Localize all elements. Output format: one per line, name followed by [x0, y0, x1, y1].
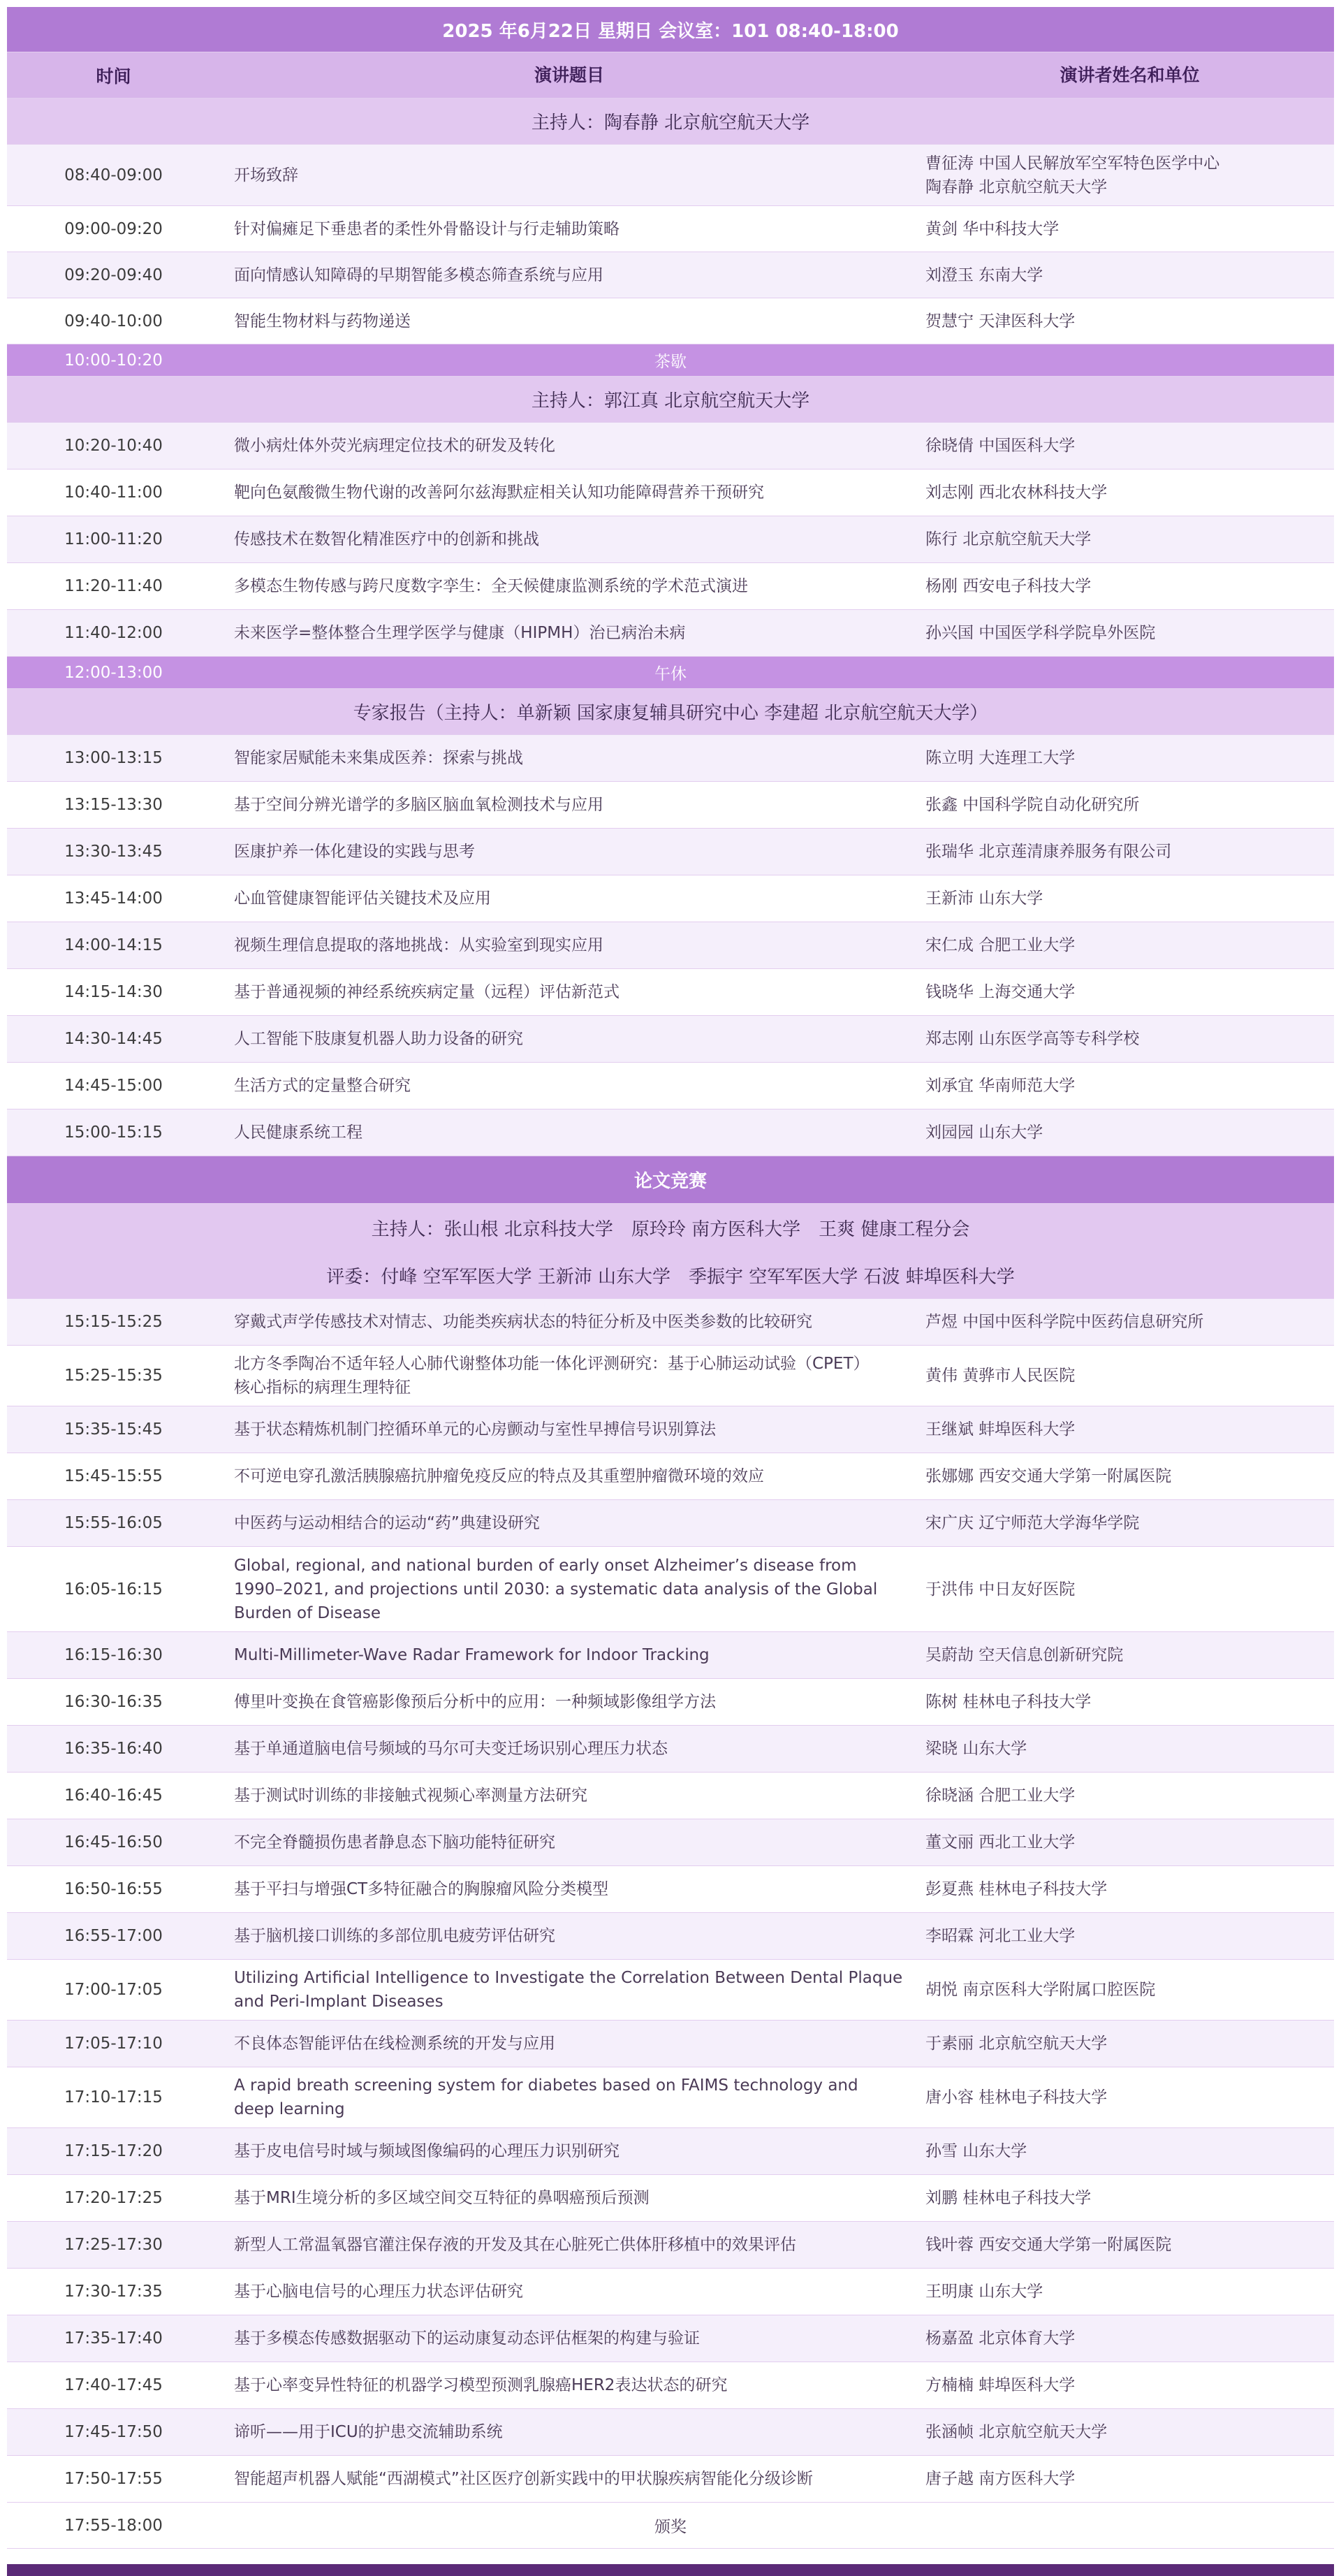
talk-title: [220, 1027, 918, 1051]
talk-speaker: [918, 2280, 1334, 2304]
talk-speaker-line: 钱晓华 上海交通大学: [925, 983, 1076, 1001]
column-header-row: [7, 52, 1334, 99]
talk-speaker-line: 杨刚 西安电子科技大学: [925, 577, 1092, 595]
talk-title-line: 不完全脊髓损伤患者静息态下脑功能特征研究: [234, 1833, 555, 1851]
talk-title-line: 基于心脑电信号的心理压力状态评估研究: [234, 2283, 523, 2301]
talk-speaker: [918, 2327, 1334, 2350]
talk-time: 09:00-09:20: [64, 219, 163, 238]
talk-speaker-line: 孙雪 山东大学: [925, 2142, 1027, 2160]
competition-talks: [7, 1299, 1334, 2503]
talk-time: 14:30-14:45: [64, 1030, 163, 1048]
talk-row: [7, 1819, 1334, 1866]
talk-speaker: [918, 2086, 1334, 2109]
lunch-break-row: [7, 657, 1334, 689]
talk-speaker: [918, 1924, 1334, 1948]
talk-speaker: [918, 1978, 1334, 2002]
talk-title-line: 智能超声机器人赋能“西湖模式”社区医疗创新实践中的甲状腺疾病智能化分级诊断: [234, 2470, 813, 2488]
talk-row: [7, 1346, 1334, 1406]
talk-time: 17:35-17:40: [64, 2329, 163, 2348]
talk-time: 14:45-15:00: [64, 1077, 163, 1095]
talk-row: [7, 298, 1334, 344]
award-label: 颁奖: [654, 2518, 687, 2536]
talk-title-line: A rapid breath screening system for diabetes based on FAIMS technology and: [234, 2076, 858, 2095]
talk-speaker: [918, 933, 1334, 957]
talk-time: 16:50-16:55: [64, 1880, 163, 1898]
talk-time: 15:45-15:55: [64, 1467, 163, 1485]
talk-title: [220, 163, 918, 187]
talk-speaker-line: 杨嘉盈 北京体育大学: [925, 2329, 1076, 2348]
talk-time: 10:40-11:00: [64, 483, 163, 502]
talk-speaker-line: 贺慧宁 天津医科大学: [925, 312, 1076, 330]
column-header-speaker: 演讲者姓名和单位: [1060, 64, 1200, 85]
talk-speaker-line: 唐子越 南方医科大学: [925, 2470, 1076, 2488]
award-row: [7, 2503, 1334, 2549]
competition-host: 主持人：张山根 北京科技大学 原玲玲 南方医科大学 王爽 健康工程分会: [7, 1204, 1334, 1251]
talk-title: [220, 527, 918, 551]
talk-speaker: [918, 217, 1334, 241]
talk-time: 17:50-17:55: [64, 2470, 163, 2488]
talk-title: [220, 1352, 918, 1399]
talk-row: [7, 1960, 1334, 2021]
talk-time: 11:00-11:20: [64, 530, 163, 548]
talk-title-line: 基于普通视频的神经系统疾病定量（远程）评估新范式: [234, 983, 620, 1001]
talk-title: [220, 933, 918, 957]
talk-time: 13:00-13:15: [64, 749, 163, 767]
talk-time: 09:20-09:40: [64, 265, 163, 284]
talk-speaker: [918, 980, 1334, 1004]
talk-speaker: [918, 2233, 1334, 2257]
talk-row: [7, 1547, 1334, 1632]
session-host: 主持人：陶春静 北京航空航天大学: [7, 99, 1334, 145]
talk-title-line: 面向情感认知障碍的早期智能多模态筛查系统与应用: [234, 265, 603, 284]
talk-speaker-line: 刘园园 山东大学: [925, 1123, 1043, 1142]
talk-title-line: Utilizing Artificial Intelligence to Investigate the Correlation Between Dental Plaque: [234, 1969, 903, 1987]
talk-speaker: [918, 1418, 1334, 1441]
break-label: 茶歇: [654, 353, 687, 371]
talk-row: [7, 2409, 1334, 2456]
talk-speaker-line: 钱叶蓉 西安交通大学第一附属医院: [925, 2236, 1172, 2254]
talk-speaker: [918, 840, 1334, 864]
talk-row: [7, 922, 1334, 969]
talk-time: 14:15-14:30: [64, 983, 163, 1001]
talk-row: [7, 1500, 1334, 1547]
break-label: 午休: [654, 665, 687, 683]
talk-title: [220, 2280, 918, 2304]
talk-speaker-line: 王明康 山东大学: [925, 2283, 1043, 2301]
talk-title: [220, 2467, 918, 2491]
talk-title: [220, 310, 918, 333]
talk-title: [220, 2420, 918, 2444]
talk-speaker-line: 陈立明 大连理工大学: [925, 749, 1076, 767]
talk-row: [7, 2456, 1334, 2503]
talk-row: [7, 610, 1334, 657]
talk-speaker-line: 徐晓涵 合肥工业大学: [925, 1787, 1076, 1805]
talk-title: [220, 1737, 918, 1761]
talk-speaker: [918, 2032, 1334, 2055]
talk-row: [7, 1109, 1334, 1156]
talk-title-line: 靶向色氨酸微生物代谢的改善阿尔兹海默症相关认知功能障碍营养干预研究: [234, 483, 764, 502]
talk-time: 11:40-12:00: [64, 624, 163, 642]
talk-speaker: [918, 1364, 1334, 1388]
talk-speaker-line: 孙兴国 中国医学科学院阜外医院: [925, 624, 1156, 642]
talk-title-line: 北方冬季陶冶不适年轻人心肺代谢整体功能一体化评测研究：基于心肺运动试验（CPET）: [234, 1355, 870, 1373]
break-time: 10:00-10:20: [64, 351, 163, 370]
talk-title: [220, 263, 918, 287]
talk-speaker: [918, 527, 1334, 551]
talk-title-line: 未来医学=整体整合生理学医学与健康（HIPMH）治已病治未病: [234, 624, 686, 642]
talk-time: 14:00-14:15: [64, 936, 163, 954]
talk-row: [7, 1063, 1334, 1109]
talk-time: 17:20-17:25: [64, 2189, 163, 2207]
talk-time: 16:55-17:00: [64, 1927, 163, 1945]
talk-row: [7, 1726, 1334, 1773]
talk-title: [220, 980, 918, 1004]
talk-speaker-line: 黄剑 华中科技大学: [925, 219, 1060, 238]
talk-title: [220, 1511, 918, 1535]
talk-title-line: 傅里叶变换在食管癌影像预后分析中的应用：一种频域影像组学方法: [234, 1693, 716, 1711]
talk-speaker: [918, 1074, 1334, 1098]
talk-speaker-line: 陈行 北京航空航天大学: [925, 530, 1092, 548]
talk-row: [7, 1406, 1334, 1453]
talk-speaker: [918, 1737, 1334, 1761]
talk-speaker: [918, 1784, 1334, 1807]
talk-title: [220, 1464, 918, 1488]
talk-row: [7, 735, 1334, 782]
talk-speaker: [918, 1121, 1334, 1144]
talk-speaker: [918, 434, 1334, 458]
talk-row: [7, 1299, 1334, 1346]
talk-row: [7, 1913, 1334, 1960]
talk-title-line: 智能生物材料与药物递送: [234, 312, 411, 330]
talk-row: [7, 470, 1334, 516]
talk-row: [7, 875, 1334, 922]
talk-title: [220, 1074, 918, 1098]
talk-row: [7, 2222, 1334, 2269]
talk-title-line: 基于脑机接口训练的多部位肌电疲劳评估研究: [234, 1927, 555, 1945]
talk-title: [220, 217, 918, 241]
talk-row: [7, 782, 1334, 829]
talk-title-line: 谛听——用于ICU的护患交流辅助系统: [234, 2423, 503, 2441]
talk-speaker: [918, 887, 1334, 910]
talk-title-line: 医康护养一体化建设的实践与思考: [234, 843, 475, 861]
talk-row: [7, 423, 1334, 470]
talk-speaker-line: 董文丽 西北工业大学: [925, 1833, 1076, 1851]
talk-title: [220, 1924, 918, 1948]
talk-time: 13:45-14:00: [64, 889, 163, 908]
talk-row: [7, 1453, 1334, 1500]
competition-judges: 评委：付峰 空军军医大学 王新沛 山东大学 季振宇 空军军医大学 石波 蚌埠医科大学: [7, 1251, 1334, 1299]
talk-title: [220, 887, 918, 910]
talk-row: [7, 2362, 1334, 2409]
award-time: 17:55-18:00: [64, 2516, 163, 2535]
talk-time: 16:30-16:35: [64, 1693, 163, 1711]
talk-time: 17:45-17:50: [64, 2423, 163, 2441]
talk-title-line: 基于空间分辨光谱学的多脑区脑血氧检测技术与应用: [234, 796, 603, 814]
talk-speaker: [918, 2139, 1334, 2163]
talk-title-line: 基于平扫与增强CT多特征融合的胸腺瘤风险分类模型: [234, 1880, 609, 1898]
talk-row: [7, 1679, 1334, 1726]
talk-time: 11:20-11:40: [64, 577, 163, 595]
talk-speaker-line: 曹征涛 中国人民解放军空军特色医学中心: [925, 154, 1220, 173]
talk-row: [7, 1632, 1334, 1679]
talk-speaker: [918, 621, 1334, 645]
talk-time: 15:25-15:35: [64, 1367, 163, 1385]
talk-title: [220, 1310, 918, 1334]
talk-speaker: [918, 263, 1334, 287]
session-host: 专家报告（主持人：单新颖 国家康复辅具研究中心 李建超 北京航空航天大学）: [7, 689, 1334, 735]
column-header-time: 时间: [96, 66, 131, 87]
talk-time: 08:40-09:00: [64, 166, 163, 184]
talk-title: [220, 1784, 918, 1807]
talk-speaker-line: 张瑞华 北京莲清康养服务有限公司: [925, 843, 1172, 861]
talk-title-line: 基于测试时训练的非接触式视频心率测量方法研究: [234, 1787, 587, 1805]
talk-time: 17:25-17:30: [64, 2236, 163, 2254]
talk-row: [7, 206, 1334, 252]
talk-speaker: [918, 1310, 1334, 1334]
talk-title-line: 1990–2021, and projections until 2030: a systematic data analysis of the Global: [234, 1580, 878, 1599]
talk-speaker-line: 李昭霖 河北工业大学: [925, 1927, 1076, 1945]
talk-speaker: [918, 574, 1334, 598]
talk-title: [220, 1121, 918, 1144]
talk-title-line: 人工智能下肢康复机器人助力设备的研究: [234, 1030, 523, 1048]
talk-title: [220, 2327, 918, 2350]
talk-speaker-line: 张涵帧 北京航空航天大学: [925, 2423, 1108, 2441]
talk-speaker: [918, 481, 1334, 504]
talk-title-line: 基于多模态传感数据驱动下的运动康复动态评估框架的构建与验证: [234, 2329, 700, 2348]
schedule-table: [7, 7, 1334, 2549]
talk-row: [7, 1016, 1334, 1063]
talk-title: [220, 2032, 918, 2055]
talk-time: 17:00-17:05: [64, 1981, 163, 1999]
talk-speaker-line: 王继斌 蚌埠医科大学: [925, 1420, 1076, 1439]
talk-speaker: [918, 1511, 1334, 1535]
talk-title-line: deep learning: [234, 2100, 345, 2118]
talk-speaker: [918, 1831, 1334, 1854]
talk-row: [7, 1773, 1334, 1819]
talk-speaker-line: 刘澄玉 东南大学: [925, 265, 1043, 284]
session-3-talks: [7, 735, 1334, 1156]
talk-title-line: 智能家居赋能未来集成医养：探索与挑战: [234, 749, 523, 767]
talk-speaker-line: 于洪伟 中日友好医院: [925, 1580, 1076, 1599]
talk-time: 15:15-15:25: [64, 1313, 163, 1331]
talk-speaker: [918, 2467, 1334, 2491]
talk-title-line: 新型人工常温氧器官灌注保存液的开发及其在心脏死亡供体肝移植中的效果评估: [234, 2236, 796, 2254]
talk-row: [7, 252, 1334, 298]
talk-speaker-line: 梁晓 山东大学: [925, 1740, 1027, 1758]
talk-speaker: [918, 1690, 1334, 1714]
talk-title-line: 开场致辞: [234, 166, 298, 184]
talk-row: [7, 969, 1334, 1016]
session-host: 主持人：郭江真 北京航空航天大学: [7, 377, 1334, 423]
talk-speaker-line: 彭夏燕 桂林电子科技大学: [925, 1880, 1108, 1898]
talk-speaker: [918, 793, 1334, 817]
talk-title-line: 多模态生物传感与跨尺度数字孪生：全天候健康监测系统的学术范式演进: [234, 577, 748, 595]
talk-title: [220, 2139, 918, 2163]
talk-time: 17:40-17:45: [64, 2376, 163, 2394]
talk-time: 16:40-16:45: [64, 1787, 163, 1805]
talk-title-line: 针对偏瘫足下垂患者的柔性外骨骼设计与行走辅助策略: [234, 219, 620, 238]
talk-speaker: [918, 152, 1334, 199]
talk-title: [220, 793, 918, 817]
talk-title-line: 核心指标的病理生理特征: [234, 1378, 411, 1397]
talk-title-line: and Peri-Implant Diseases: [234, 1993, 444, 2011]
talk-title-line: Multi-Millimeter-Wave Radar Framework for Indoor Tracking: [234, 1646, 710, 1664]
talk-speaker: [918, 1578, 1334, 1601]
talk-title-line: Burden of Disease: [234, 1603, 381, 1622]
talk-row: [7, 2315, 1334, 2362]
talk-title: [220, 1690, 918, 1714]
talk-title: [220, 1877, 918, 1901]
talk-speaker-line: 陈树 桂林电子科技大学: [925, 1693, 1092, 1711]
talk-speaker: [918, 746, 1334, 770]
talk-title-line: 微小病灶体外荧光病理定位技术的研发及转化: [234, 437, 555, 455]
talk-speaker-line: 吴蔚劼 空天信息创新研究院: [925, 1646, 1124, 1664]
talk-title: [220, 2373, 918, 2397]
talk-speaker-line: 徐晓倩 中国医科大学: [925, 437, 1076, 455]
talk-speaker-line: 唐小容 桂林电子科技大学: [925, 2088, 1108, 2106]
talk-speaker-line: 胡悦 南京医科大学附属口腔医院: [925, 1981, 1156, 1999]
talk-time: 16:15-16:30: [64, 1646, 163, 1664]
competition-title: 论文竞赛: [7, 1156, 1334, 1204]
talk-title: [220, 2233, 918, 2257]
bottom-bar: [7, 2564, 1334, 2576]
talk-title: [220, 1966, 918, 2014]
talk-speaker: [918, 2420, 1334, 2444]
talk-speaker: [918, 1027, 1334, 1051]
session-2-talks: [7, 423, 1334, 657]
talk-speaker-line: 芦煜 中国中医科学院中医药信息研究所: [925, 1313, 1204, 1331]
talk-row: [7, 1866, 1334, 1913]
talk-title: [220, 574, 918, 598]
tea-break-row: [7, 344, 1334, 377]
talk-speaker-line: 张鑫 中国科学院自动化研究所: [925, 796, 1140, 814]
talk-time: 16:45-16:50: [64, 1833, 163, 1851]
talk-speaker-line: 陶春静 北京航空航天大学: [925, 177, 1108, 196]
talk-speaker: [918, 310, 1334, 333]
talk-time: 10:20-10:40: [64, 437, 163, 455]
talk-row: [7, 563, 1334, 610]
talk-time: 09:40-10:00: [64, 312, 163, 330]
talk-speaker: [918, 1877, 1334, 1901]
talk-speaker-line: 黄伟 黄骅市人民医院: [925, 1367, 1076, 1385]
talk-row: [7, 829, 1334, 875]
break-time: 12:00-13:00: [64, 663, 163, 682]
talk-row: [7, 516, 1334, 563]
talk-time: 13:15-13:30: [64, 796, 163, 814]
talk-speaker-line: 刘志刚 西北农林科技大学: [925, 483, 1108, 502]
talk-time: 15:55-16:05: [64, 1514, 163, 1532]
talk-speaker-line: 于素丽 北京航空航天大学: [925, 2035, 1108, 2053]
talk-row: [7, 2067, 1334, 2128]
talk-time: 17:10-17:15: [64, 2088, 163, 2106]
talk-row: [7, 2269, 1334, 2315]
talk-title-line: 基于单通道脑电信号频域的马尔可夫变迁场识别心理压力状态: [234, 1740, 668, 1758]
talk-title-line: 穿戴式声学传感技术对情志、功能类疾病状态的特征分析及中医类参数的比较研究: [234, 1313, 812, 1331]
talk-row: [7, 2175, 1334, 2222]
talk-speaker-line: 刘鹏 桂林电子科技大学: [925, 2189, 1092, 2207]
talk-speaker-line: 张娜娜 西安交通大学第一附属医院: [925, 1467, 1172, 1485]
talk-title: [220, 2074, 918, 2121]
talk-time: 17:15-17:20: [64, 2142, 163, 2160]
talk-time: 17:30-17:35: [64, 2283, 163, 2301]
talk-speaker: [918, 2373, 1334, 2397]
talk-title-line: 基于MRI生境分析的多区域空间交互特征的鼻咽癌预后预测: [234, 2189, 650, 2207]
talk-title-line: 中医药与运动相结合的运动“药”典建设研究: [234, 1514, 540, 1532]
talk-speaker: [918, 1643, 1334, 1667]
talk-title-line: 心血管健康智能评估关键技术及应用: [234, 889, 491, 908]
talk-title-line: 生活方式的定量整合研究: [234, 1077, 411, 1095]
talk-time: 16:05-16:15: [64, 1580, 163, 1599]
talk-title: [220, 840, 918, 864]
talk-speaker: [918, 1464, 1334, 1488]
talk-row: [7, 2128, 1334, 2175]
talk-title-line: 基于心率变异性特征的机器学习模型预测乳腺癌HER2表达状态的研究: [234, 2376, 728, 2394]
talk-title-line: 传感技术在数智化精准医疗中的创新和挑战: [234, 530, 539, 548]
talk-title: [220, 746, 918, 770]
talk-title: [220, 1831, 918, 1854]
column-header-title: 演讲题目: [534, 64, 604, 85]
talk-title-line: 视频生理信息提取的落地挑战：从实验室到现实应用: [234, 936, 603, 954]
talk-row: [7, 2021, 1334, 2067]
talk-time: 15:00-15:15: [64, 1123, 163, 1142]
talk-title: [220, 1643, 918, 1667]
talk-title-line: Global, regional, and national burden of early onset Alzheimer’s disease from: [234, 1556, 857, 1575]
talk-time: 16:35-16:40: [64, 1740, 163, 1758]
talk-speaker-line: 郑志刚 山东医学高等专科学校: [925, 1030, 1140, 1048]
talk-speaker-line: 王新沛 山东大学: [925, 889, 1043, 908]
talk-title-line: 不良体态智能评估在线检测系统的开发与应用: [234, 2035, 555, 2053]
talk-title: [220, 2186, 918, 2210]
session-1-talks: [7, 145, 1334, 344]
talk-time: 13:30-13:45: [64, 843, 163, 861]
talk-speaker-line: 刘承宜 华南师范大学: [925, 1077, 1076, 1095]
talk-row: [7, 145, 1334, 206]
talk-title: [220, 481, 918, 504]
schedule-header: 2025 年6月22日 星期日 会议室：101 08:40-18:00: [7, 7, 1334, 52]
talk-title: [220, 1554, 918, 1625]
talk-title: [220, 621, 918, 645]
talk-speaker-line: 宋广庆 辽宁师范大学海华学院: [925, 1514, 1140, 1532]
talk-title-line: 基于状态精炼机制门控循环单元的心房颤动与室性早搏信号识别算法: [234, 1420, 716, 1439]
talk-title: [220, 1418, 918, 1441]
talk-speaker-line: 宋仁成 合肥工业大学: [925, 936, 1076, 954]
talk-title-line: 不可逆电穿孔激活胰腺癌抗肿瘤免疫反应的特点及其重塑肿瘤微环境的效应: [234, 1467, 764, 1485]
talk-speaker-line: 方楠楠 蚌埠医科大学: [925, 2376, 1076, 2394]
talk-title-line: 基于皮电信号时域与频域图像编码的心理压力识别研究: [234, 2142, 620, 2160]
talk-time: 17:05-17:10: [64, 2035, 163, 2053]
talk-speaker: [918, 2186, 1334, 2210]
talk-title: [220, 434, 918, 458]
talk-time: 15:35-15:45: [64, 1420, 163, 1439]
talk-title-line: 人民健康系统工程: [234, 1123, 362, 1142]
